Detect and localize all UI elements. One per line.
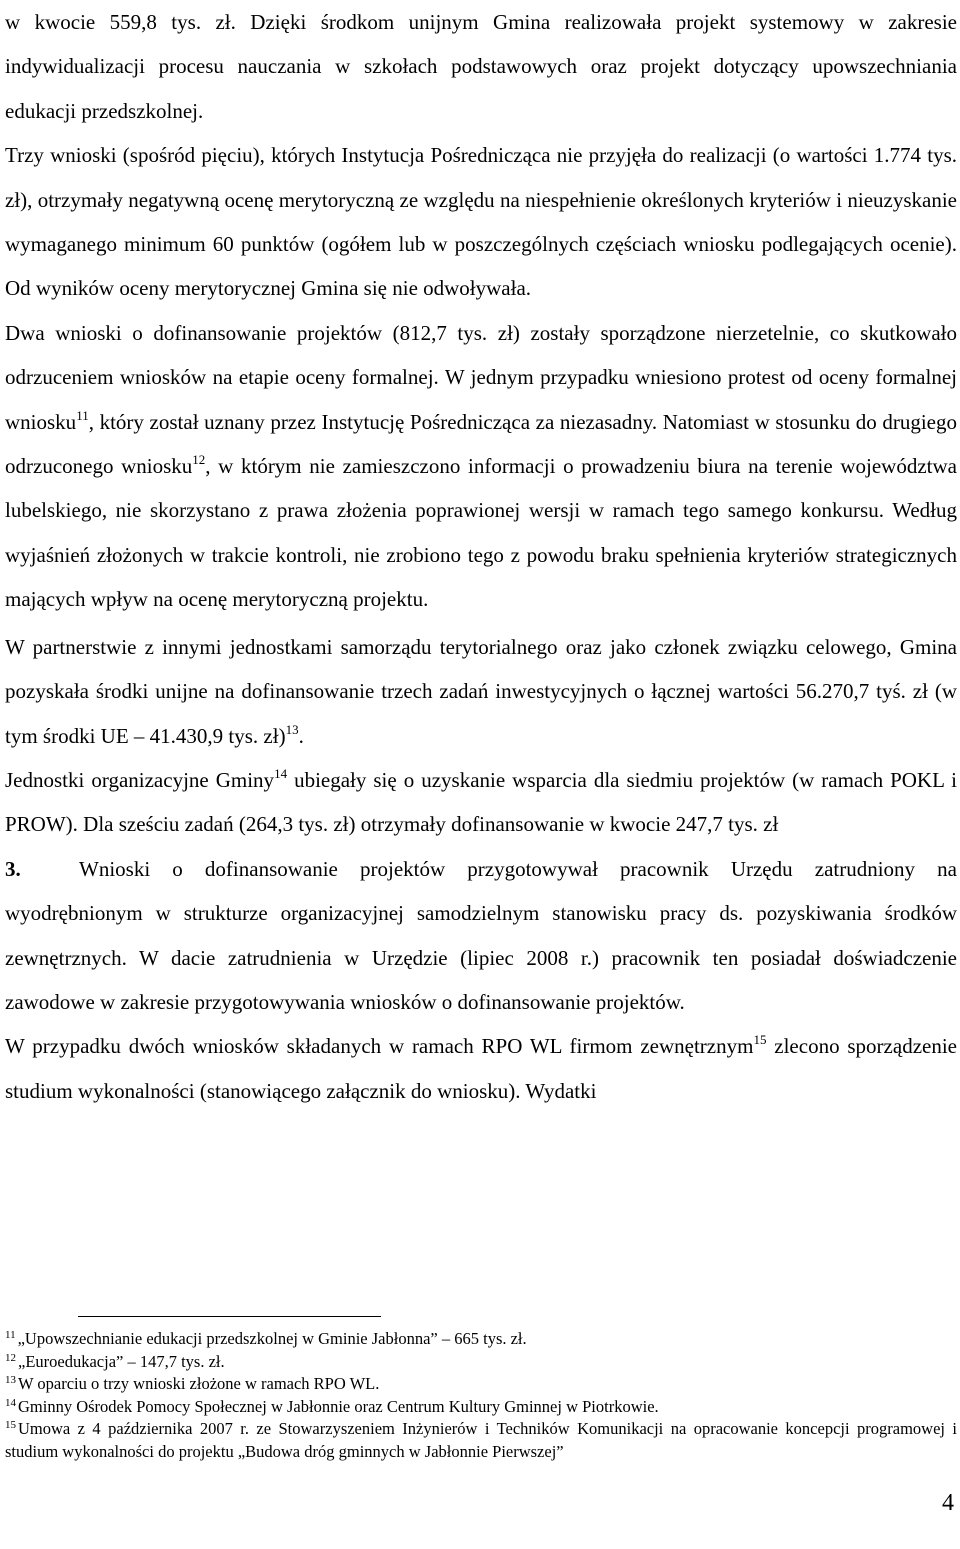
footnote-ref: 12 [192, 452, 206, 468]
footnote-separator [78, 1316, 381, 1317]
footnotes [5, 1328, 957, 1463]
footnote-text: „Upowszechnianie edukacji przedszkolnej w Gminie Jabłonna” – 665 tys. zł. [17, 1329, 527, 1348]
footnote-ref: 13 [285, 721, 299, 737]
footnote-ref: 14 [274, 765, 288, 781]
text-run: W partnerstwie z innymi jednostkami samorządu terytorialnego oraz jako członek związku celowego, Gmina pozyskała środki unijne na dofinansowanie trzech zadań inwestycyjnych o łącznej wartości 56.270,7 tyś. zł (w tym środki UE – 41.430,9 tys. zł) [5, 634, 957, 748]
text-run: Jednostki organizacyjne Gminy [5, 767, 275, 792]
text-run: W przypadku dwóch wniosków składanych w ramach RPO WL firmom zewnętrznym [5, 1034, 754, 1059]
footnote-ref: 11 [76, 407, 89, 423]
footnote-text: Gminny Ośrodek Pomocy Społecznej w Jabłonnie oraz Centrum Kultury Gminnej w Piotrkowie. [18, 1396, 659, 1416]
page-number: 4 [942, 1490, 954, 1516]
footnote-13 [5, 1373, 957, 1396]
text-run: Dwa wnioski o dofinansowanie projektów (812,7 tys. zł) zostały sporządzone nierzetelnie, co skutkowało odrzuceniem wniosków na etapie oceny formalnej. W jednym przypadku wniesiono protest od oceny formalnej wniosku [5, 320, 957, 434]
paragraph-p1 [5, 0, 957, 133]
text-run: w kwocie 559,8 tys. zł. Dzięki środkom unijnym Gmina realizowała projekt systemowy w zakresie indywidualizacji procesu nauczania w szkołach podstawowych oraz projekt dotyczący upowszechniania edukacji przedszkolnej. [5, 10, 957, 123]
paragraph-p2 [5, 133, 957, 311]
footnote-number: 12 [5, 1351, 16, 1364]
footnote-ref: 15 [753, 1032, 767, 1048]
paragraph-p4 [5, 625, 957, 758]
text-run: , który został uznany przez Instytucję Pośrednicząca za niezasadny. Natomiast w stosunku do drugiego odrzuconego wniosku [5, 409, 957, 479]
footnote-text: „Euroedukacja” – 147,7 tys. zł. [18, 1351, 225, 1371]
footnote-15 [5, 1418, 957, 1463]
text-run: Trzy wnioski (spośród pięciu), których Instytucja Pośrednicząca nie przyjęła do realizacji (o wartości 1.774 tys. zł), otrzymały negatywną ocenę merytoryczną ze względu na niespełnienie określonych kryteriów i nieuzyskanie wymaganego minimum 60 punktów (ogółem lub w poszczególnych częściach wniosku podlegających ocenie). Od wyników oceny merytorycznej Gmina się nie odwoływała. [5, 143, 957, 301]
footnote-11 [5, 1328, 957, 1351]
paragraph-p6 [5, 847, 957, 1025]
footnote-14 [5, 1396, 957, 1419]
section-number: 3. [5, 856, 21, 881]
footnote-number: 13 [5, 1374, 16, 1386]
paragraph-p7 [5, 1024, 957, 1113]
text-run: zlecono sporządzenie studium wykonalności (stanowiącego załącznik do wniosku). Wydatki [5, 1034, 957, 1103]
footnote-number: 11 [5, 1329, 16, 1341]
paragraph-p5 [5, 758, 957, 847]
footnote-number: 15 [5, 1419, 16, 1431]
footnote-12 [5, 1351, 957, 1374]
text-run: ubiegały się o uzyskanie wsparcia dla siedmiu projektów (w ramach POKL i PROW). Dla sześciu zadań (264,3 tys. zł) otrzymały dofinansowanie w kwocie 247,7 tys. zł [5, 767, 957, 837]
body-text [5, 0, 957, 1113]
footnote-text: Umowa z 4 października 2007 r. ze Stowarzyszeniem Inżynierów i Techników Komunikacji na opracowanie koncepcji programowej i studium wykonalności do projektu „Budowa dróg gminnych w Jabłonnie Pierwszej” [5, 1419, 957, 1461]
paragraph-p3 [5, 311, 957, 622]
footnote-number: 14 [5, 1396, 16, 1409]
footnote-text: W oparciu o trzy wnioski złożone w ramach RPO WL. [18, 1374, 380, 1393]
text-run: , w którym nie zamieszczono informacji o prowadzeniu biura na terenie województwa lubelskiego, nie skorzystano z prawa złożenia poprawionej wersji w ramach tego samego konkursu. Według wyjaśnień złożonych w trakcie kontroli, nie zrobiono tego z powodu braku spełnienia kryteriów strategicznych mających wpływ na ocenę merytoryczną projektu. [5, 454, 957, 612]
text-run: Wnioski o dofinansowanie projektów przygotowywał pracownik Urzędu zatrudniony na wyodrębnionym w strukturze organizacyjnej samodzielnym stanowisku pracy ds. pozyskiwania środków zewnętrznych. W dacie zatrudnienia w Urzędzie (lipiec 2008 r.) pracownik ten posiadał doświadczenie zawodowe w zakresie przygotowywania wniosków o dofinansowanie projektów. [5, 856, 957, 1014]
text-run: . [298, 723, 304, 748]
